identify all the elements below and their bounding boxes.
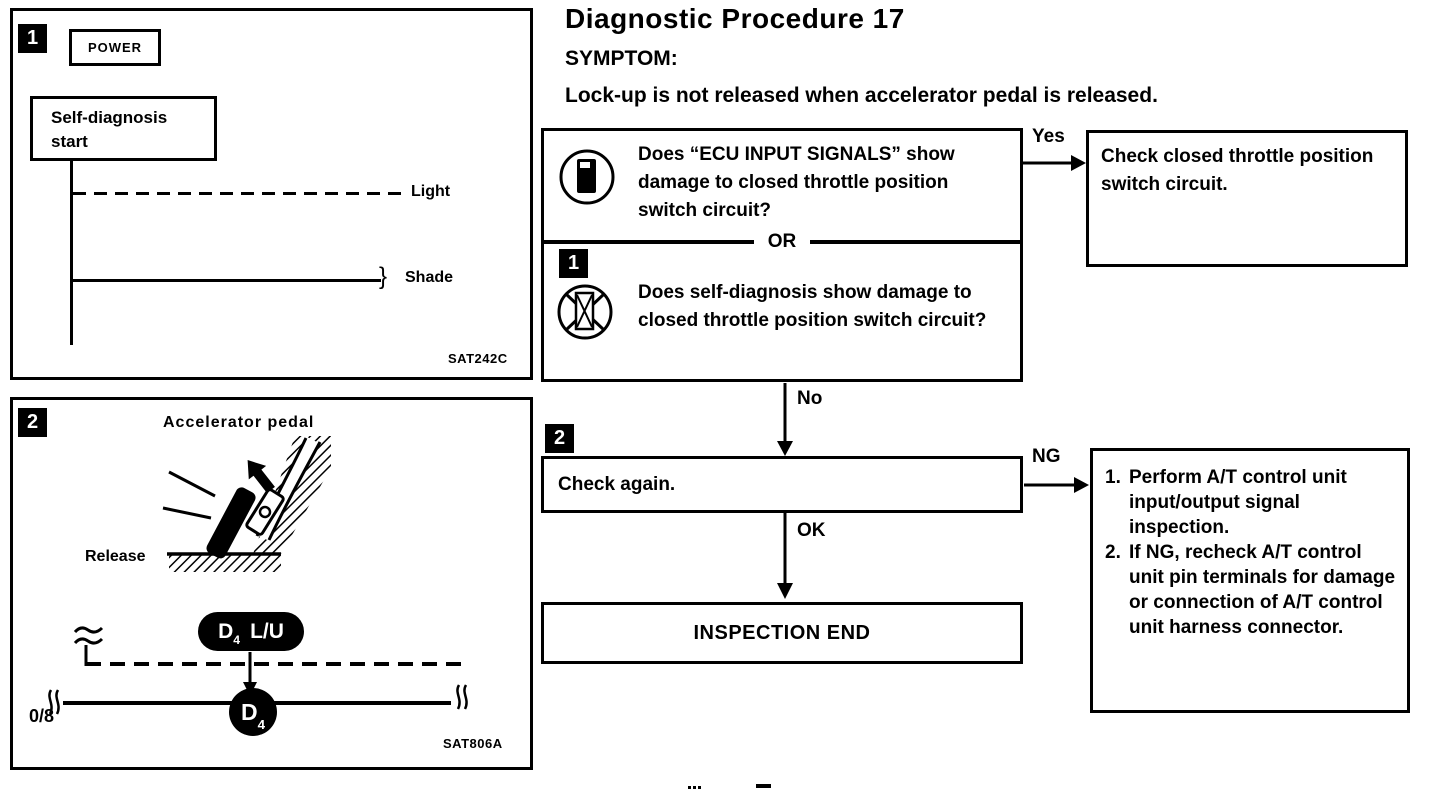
line-break-right-icon bbox=[451, 683, 473, 711]
release-label: Release bbox=[85, 548, 146, 565]
ng-item-number: 1. bbox=[1105, 467, 1121, 488]
self-diagnosis-line1: Self-diagnosis bbox=[51, 108, 168, 127]
figure2-step-badge: 2 bbox=[18, 408, 47, 437]
circle-gear-letter: D bbox=[240, 698, 258, 725]
decision-step-badge: 1 bbox=[559, 249, 588, 278]
self-diagnosis-line2: start bbox=[51, 132, 88, 151]
gear-position-circle bbox=[229, 688, 277, 736]
ok-label: OK bbox=[797, 520, 826, 541]
step2-badge: 2 bbox=[545, 424, 574, 453]
decision-box bbox=[541, 128, 1023, 382]
throttle-break-symbol bbox=[69, 622, 109, 666]
light-label: Light bbox=[411, 183, 451, 200]
no-label: No bbox=[797, 388, 823, 409]
or-label: OR bbox=[767, 231, 797, 252]
ng-action-box bbox=[1090, 448, 1410, 713]
pill-gear-letter: D bbox=[218, 619, 234, 643]
shade-bracket: } bbox=[379, 263, 388, 290]
ng-action-item bbox=[1105, 540, 1399, 640]
signal-axis-line bbox=[70, 161, 73, 345]
inspection-end-box: INSPECTION END bbox=[541, 602, 1023, 664]
shade-trace-line bbox=[73, 279, 381, 282]
symptom-text: Lock-up is not released when accelerator pedal is released. bbox=[565, 84, 1158, 107]
symptom-label: SYMPTOM: bbox=[565, 47, 678, 70]
question-consult: Does “ECU INPUT SIGNALS” show damage to closed throttle position switch circuit? bbox=[638, 144, 955, 221]
floor-hatch bbox=[169, 554, 281, 572]
no-arrow bbox=[774, 383, 796, 457]
page-title: Diagnostic Procedure 17 bbox=[565, 3, 905, 34]
ng-item-number: 2. bbox=[1105, 542, 1121, 563]
figure1-step-badge: 1 bbox=[18, 24, 47, 53]
scan-artifact bbox=[688, 786, 701, 789]
ng-item-text: Perform A/T control unit input/output signal inspection. bbox=[1129, 467, 1347, 538]
ng-action-item bbox=[1105, 465, 1399, 540]
ng-label: NG bbox=[1032, 446, 1061, 467]
consult-device-icon bbox=[558, 148, 616, 206]
power-button-box: POWER bbox=[69, 29, 161, 66]
figure1-panel bbox=[10, 8, 533, 380]
circle-gear-subscript: 4 bbox=[257, 717, 266, 732]
self-diagnosis-start-box bbox=[30, 96, 217, 161]
figure2-panel bbox=[10, 397, 533, 770]
ng-item-text: If NG, recheck A/T control unit pin terminals for damage or connection of A/T control unit harness connector. bbox=[1129, 542, 1396, 638]
or-divider bbox=[544, 227, 1020, 257]
yes-arrow bbox=[1023, 150, 1087, 176]
accelerator-pedal-illustration bbox=[153, 434, 353, 584]
yes-label: Yes bbox=[1032, 126, 1065, 147]
ng-arrow bbox=[1024, 472, 1090, 498]
light-trace-line bbox=[73, 192, 403, 195]
question-self-diagnosis: Does self-diagnosis show damage to closed throttle position switch circuit? bbox=[638, 282, 987, 331]
accelerator-pedal-caption: Accelerator pedal bbox=[163, 414, 315, 431]
throttle-dashed-line bbox=[86, 662, 468, 666]
check-again-box: Check again. bbox=[541, 456, 1023, 513]
pill-gear-subscript: 4 bbox=[233, 633, 241, 647]
shade-label: Shade bbox=[405, 269, 454, 286]
pill-mode-label: L/U bbox=[250, 619, 284, 643]
ok-arrow bbox=[774, 513, 796, 601]
scan-artifact bbox=[756, 784, 771, 788]
figure1-ref-code: SAT242C bbox=[448, 351, 508, 366]
throttle-opening-value: 0/8 bbox=[29, 706, 55, 726]
lockup-state-pill bbox=[198, 612, 304, 651]
consult-device-crossed-icon bbox=[556, 283, 614, 341]
yes-action-box: Check closed throttle position switch circuit. bbox=[1086, 130, 1408, 267]
figure2-ref-code: SAT806A bbox=[443, 736, 503, 751]
